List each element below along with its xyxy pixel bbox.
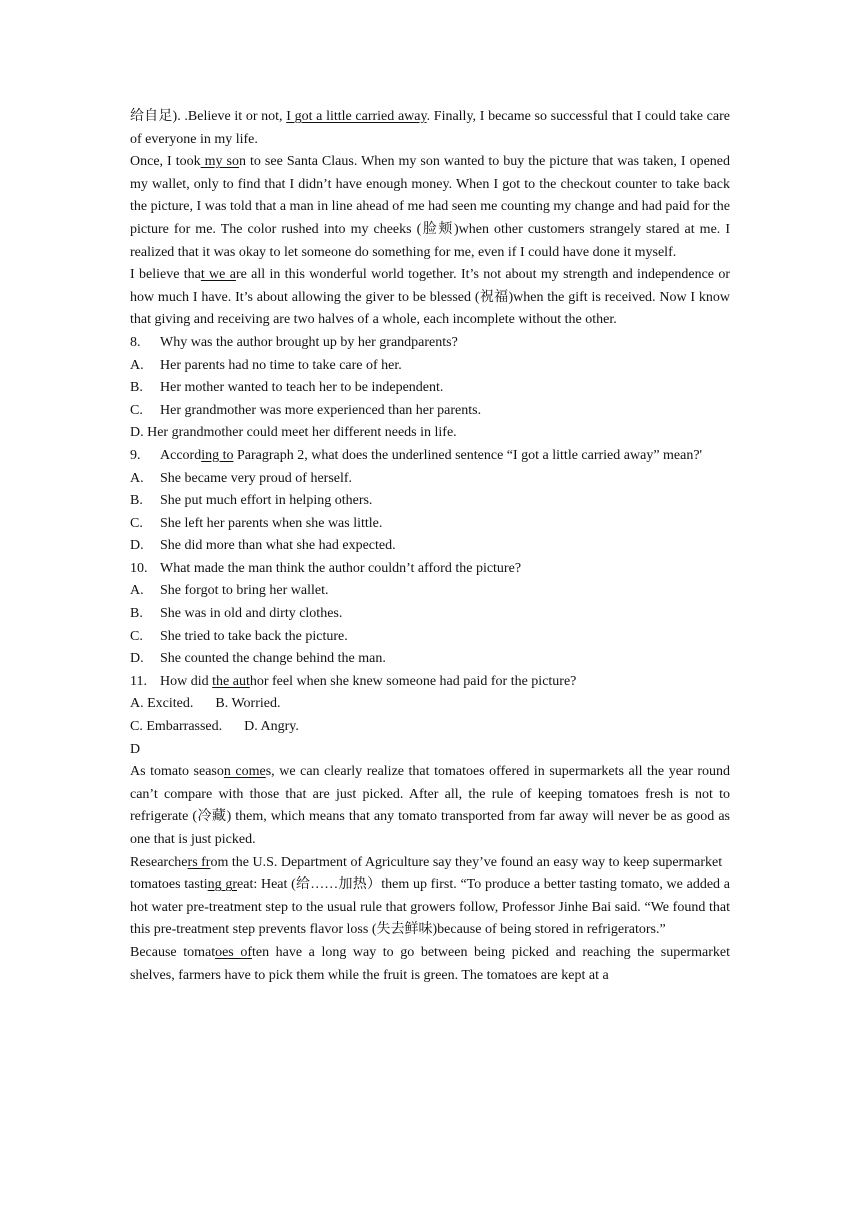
- question-10-text: What made the man think the author couldn’t afford the picture?: [160, 560, 522, 576]
- question-11-number: 11.: [130, 673, 147, 689]
- section-d-p4-underline: oes of: [215, 944, 252, 960]
- option-label: B.: [130, 380, 143, 396]
- question-11-options-cd: [130, 716, 730, 739]
- option-text: She counted the change behind the man.: [160, 651, 386, 667]
- option-text: She put much effort in helping others.: [160, 493, 373, 509]
- question-9-option-a: [130, 468, 730, 491]
- section-d-p4-text-b: ten have a long way to go between being picked and reaching the supermarket shelves, farmers have to pick them while the fruit is green. The tomatoes are kept at a: [130, 944, 730, 983]
- paragraph-2-text-b: n to see Santa Claus. When my son wanted to buy the picture that was taken, I opened my wallet, only to find that I didn’t have enough money. When I got to the checkout counter to take back the picture, I was told that a man in line ahead of me had seen me counting my change and had paid for the picture for me. The color rushed into my cheeks (脸颊)when other customers strangely stared at me. I realized that it was okay to let someone do something for me, even if I could have done it myself.: [130, 154, 730, 260]
- question-9-option-c: [130, 513, 730, 536]
- option-label: D.: [130, 538, 144, 554]
- option-label: D.: [130, 651, 144, 667]
- underlined-sentence: I got a little carried away: [286, 109, 427, 124]
- question-9-text: [160, 445, 730, 468]
- option-label: A.: [130, 470, 144, 486]
- section-d-heading: D: [130, 741, 141, 757]
- question-8-text: Why was the author brought up by her grandparents?: [160, 334, 458, 350]
- option-text: Her parents had no time to take care of her.: [160, 357, 402, 373]
- question-9-option-d: [130, 535, 730, 558]
- section-d-paragraph-2: [130, 852, 730, 875]
- paragraph-1-text-a: 给自足). .Believe it or not,: [130, 109, 287, 124]
- question-9-underline: ing to: [201, 447, 234, 463]
- section-d-p2-text-b: om the U.S. Department of Agriculture say they’ve found an easy way to keep supermarket: [210, 854, 723, 870]
- question-9-text-b: Paragraph 2, what does the underlined sentence “I got a little carried away” mean?': [233, 447, 703, 463]
- section-d-paragraph-4: [130, 942, 730, 987]
- question-11-text-b: hor feel when she knew someone had paid for the picture?: [249, 673, 577, 689]
- option-text: Her mother wanted to teach her to be independent.: [160, 380, 444, 396]
- paragraph-1: [130, 106, 730, 151]
- section-d-p1-text-a: As tomato seaso: [130, 764, 224, 780]
- question-10: [130, 558, 730, 581]
- section-d-paragraph-1: [130, 761, 730, 851]
- option-label: A.: [130, 583, 144, 599]
- section-d-p2-text-a: Researche: [130, 854, 188, 870]
- section-d-paragraph-3: [130, 874, 730, 942]
- section-d-p1-underline: n come: [223, 764, 266, 780]
- section-d-p4-text-a: Because tomat: [130, 944, 216, 960]
- question-8-option-b: [130, 377, 730, 400]
- question-8: [130, 332, 730, 355]
- question-9-option-b: [130, 490, 730, 513]
- question-10-option-a: [130, 580, 730, 603]
- section-d-p3-underline: ng gr: [207, 877, 238, 893]
- section-d-p2-underline: rs fr: [187, 854, 211, 870]
- question-11-option-c: C. Embarrassed.: [130, 719, 223, 735]
- paragraph-3-text-a: I believe tha: [130, 267, 201, 283]
- question-9-text-a: Accord: [160, 447, 202, 463]
- option-label: C.: [130, 628, 143, 644]
- question-9-number: 9.: [130, 447, 141, 463]
- question-8-option-a: [130, 355, 730, 378]
- option-label: C.: [130, 515, 143, 531]
- section-d-p3-text-b: eat: Heat (给……加热）them up first. “To produce a better tasting tomato, we added a hot water pre-treatment step to the usual rule that growers follow, Professor Jinhe Bai said. “We found that this pre-treatment step prevents flavor loss (失去鲜味)because of being stored in refrigerators.”: [130, 877, 730, 938]
- question-11-option-a: A. Excited.: [130, 696, 194, 712]
- paragraph-2: [130, 151, 730, 264]
- option-label: B.: [130, 606, 143, 622]
- section-d-p3-text-a: tomatoes tasti: [130, 877, 208, 893]
- option-text: She left her parents when she was little.: [160, 515, 383, 531]
- question-10-option-b: [130, 603, 730, 626]
- question-11: [130, 671, 730, 694]
- document-page: [130, 106, 730, 987]
- option-text: She forgot to bring her wallet.: [160, 583, 329, 599]
- paragraph-2-underline: my so: [200, 154, 239, 170]
- question-11-options-ab: [130, 693, 730, 716]
- option-text: Her grandmother was more experienced than her parents.: [160, 402, 482, 418]
- question-11-text-a: How did: [160, 673, 213, 689]
- question-11-text: [160, 671, 730, 694]
- section-d-p1-text-b: s, we can clearly realize that tomatoes offered in supermarkets all the year round can’t compare with those that are just picked. After all, the rule of keeping tomatoes fresh is not to refrigerate (冷藏) them, which means that any tomato transported from far away will never be as good as one that is just picked.: [130, 764, 730, 847]
- question-9: [130, 445, 730, 468]
- paragraph-2-text-a: Once, I took: [130, 154, 201, 170]
- question-8-number: 8.: [130, 334, 141, 350]
- question-10-option-d: [130, 648, 730, 671]
- option-text: She tried to take back the picture.: [160, 628, 348, 644]
- paragraph-3-text-b: re all in this wonderful world together. It’s not about my strength and independence or how much I have. It’s about allowing the giver to be blessed (祝福)when the gift is received. Now I know that giving and receiving are two halves of a whole, each incomplete without the other.: [130, 267, 731, 328]
- question-8-option-c: [130, 400, 730, 423]
- question-11-underline: the aut: [212, 673, 250, 689]
- question-8-option-d: D. Her grandmother could meet her different needs in life.: [130, 425, 457, 441]
- question-10-option-c: [130, 626, 730, 649]
- option-label: A.: [130, 357, 144, 373]
- option-label: B.: [130, 493, 143, 509]
- paragraph-1-text-b: . Finally, I became so successful that I could take care of everyone in my life.: [130, 109, 730, 147]
- option-label: C.: [130, 402, 143, 418]
- option-text: She did more than what she had expected.: [160, 538, 396, 554]
- question-11-option-d: D. Angry.: [244, 719, 299, 735]
- paragraph-3: [130, 264, 730, 332]
- question-11-option-b: B. Worried.: [215, 696, 281, 712]
- question-10-number: 10.: [130, 560, 148, 576]
- paragraph-3-underline: t we a: [200, 267, 236, 283]
- option-text: She was in old and dirty clothes.: [160, 606, 343, 622]
- option-text: She became very proud of herself.: [160, 470, 353, 486]
